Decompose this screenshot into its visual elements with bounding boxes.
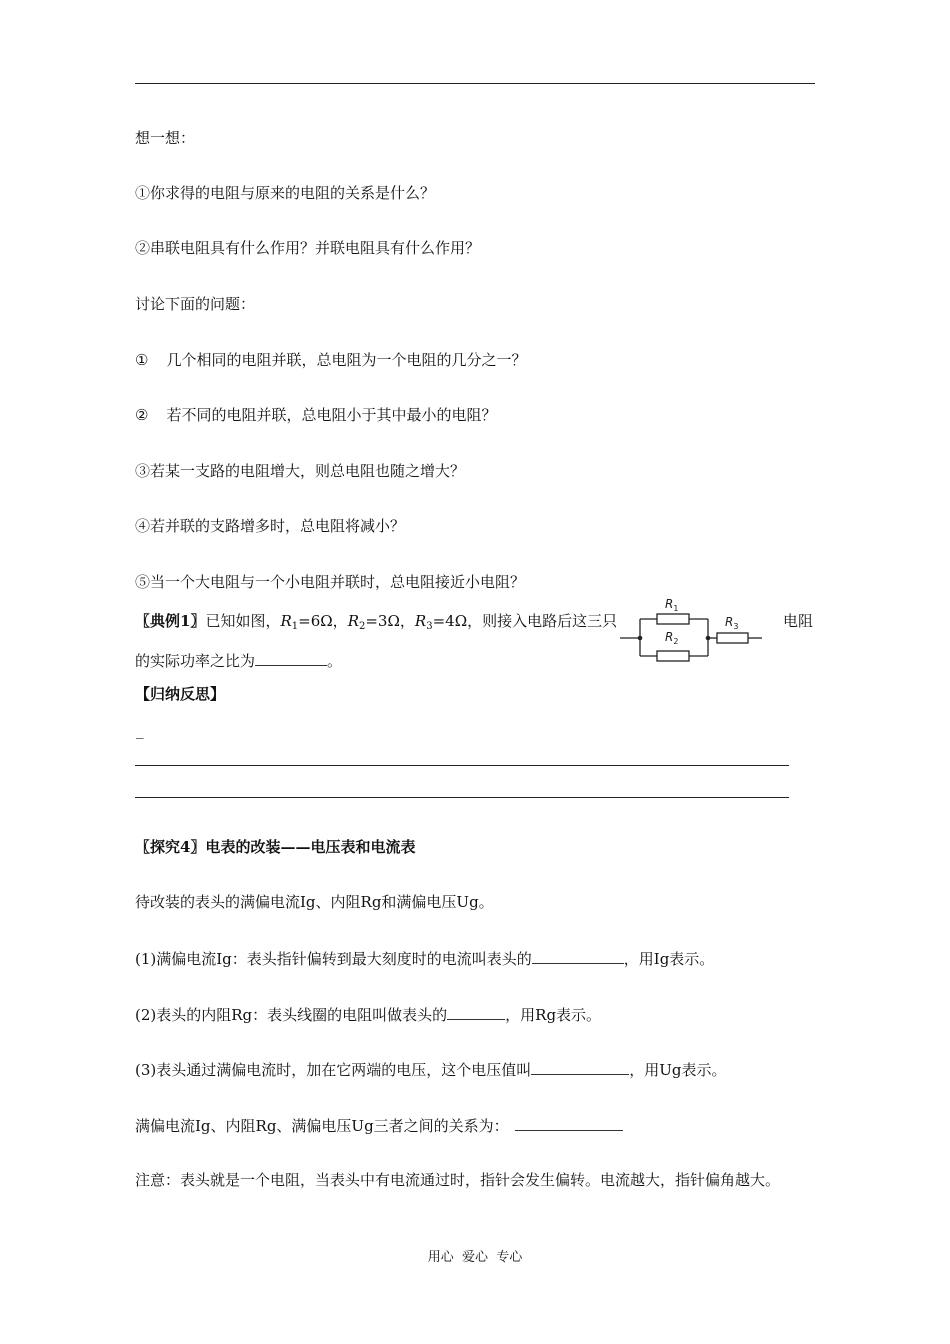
resistor-r1: [657, 614, 689, 624]
explore4-heading: 〖探究4〗电表的改装——电压表和电流表: [135, 838, 416, 856]
discuss-item-text: 若不同的电阻并联，总电阻小于其中最小的电阻？: [166, 406, 497, 424]
answer-blank[interactable]: [447, 1005, 505, 1020]
junction-left: [638, 636, 643, 641]
discuss-item-number: ①: [135, 351, 149, 369]
discuss-item-4: [135, 517, 405, 535]
discuss-item-3: [135, 462, 465, 480]
discuss-heading: 讨论下面的问题：: [135, 295, 256, 313]
discuss-item-text: 几个相同的电阻并联，总电阻为一个电阻的几分之一？: [166, 351, 527, 369]
explore4-note: 注意：表头就是一个电阻，当表头中有电流通过时，指针会发生偏转。电流越大，指针偏角越大。: [135, 1171, 781, 1189]
example-line-1: 〖典例1〗已知如图，$R_1=6\Omega$，$R_2=3\Omega$，$R_3=4\Omega$，则接入电路后这三只: [135, 612, 618, 632]
discuss-item-number: ③: [135, 462, 151, 480]
circuit-diagram: [618, 592, 768, 670]
explore4-item-3: (3)表头通过满偏电流时，加在它两端的电压，这个电压值叫 ，用Ug表示。: [135, 1061, 727, 1079]
think-question-1: ①你求得的电阻与原来的电阻的关系是什么？: [135, 184, 436, 202]
discuss-item-number: ④: [135, 517, 151, 535]
label-r2: $R_2$: [665, 630, 679, 646]
think-question-2: ②串联电阻具有什么作用？并联电阻具有什么作用？: [135, 239, 481, 257]
reflection-line-1[interactable]: [135, 765, 789, 766]
discuss-item-text: 当一个大电阻与一个小电阻并联时，总电阻接近小电阻？: [150, 573, 526, 591]
think-heading: 想一想：: [135, 129, 196, 147]
junction-right: [706, 636, 711, 641]
reflection-dash: _: [136, 721, 144, 739]
discuss-item-1: [135, 351, 526, 369]
reflection-heading: 【归纳反思】: [135, 685, 226, 703]
header-rule: [135, 83, 815, 84]
example-label: 〖典例1〗: [135, 612, 206, 630]
discuss-item-2: [135, 406, 496, 424]
resistor-r2: [657, 651, 689, 661]
answer-blank[interactable]: [532, 949, 624, 964]
explore4-item-1: (1)满偏电流Ig：表头指针偏转到最大刻度时的电流叫表头的 ，用Ig表示。: [135, 950, 715, 968]
discuss-item-text: 若并联的支路增多时，总电阻将减小？: [150, 517, 406, 535]
reflection-line-2[interactable]: [135, 797, 789, 798]
example-text-after-figure: 电阻: [783, 612, 814, 630]
answer-blank[interactable]: [255, 651, 327, 666]
answer-blank[interactable]: [531, 1060, 629, 1075]
resistor-r3: [717, 633, 748, 643]
discuss-item-number: ⑤: [135, 573, 151, 591]
discuss-item-text: 若某一支路的电阻增大，则总电阻也随之增大？: [150, 462, 466, 480]
page-footer: 用心 爱心 专心: [427, 1250, 523, 1265]
explore4-item-2: (2)表头的内阻Rg：表头线圈的电阻叫做表头的 ，用Rg表示。: [135, 1006, 602, 1024]
label-r3: $R_3$: [725, 615, 739, 631]
example-line-2: 的实际功率之比为 。: [135, 652, 343, 670]
label-r1: $R_1$: [665, 597, 679, 613]
discuss-item-5: [135, 573, 525, 591]
discuss-item-number: ②: [135, 406, 149, 424]
explore4-relation: 满偏电流Ig、内阻Rg、满偏电压Ug三者之间的关系为：: [135, 1116, 623, 1135]
answer-blank[interactable]: [515, 1116, 623, 1131]
explore4-intro: 待改装的表头的满偏电流Ig、内阻Rg和满偏电压Ug。: [135, 893, 494, 911]
